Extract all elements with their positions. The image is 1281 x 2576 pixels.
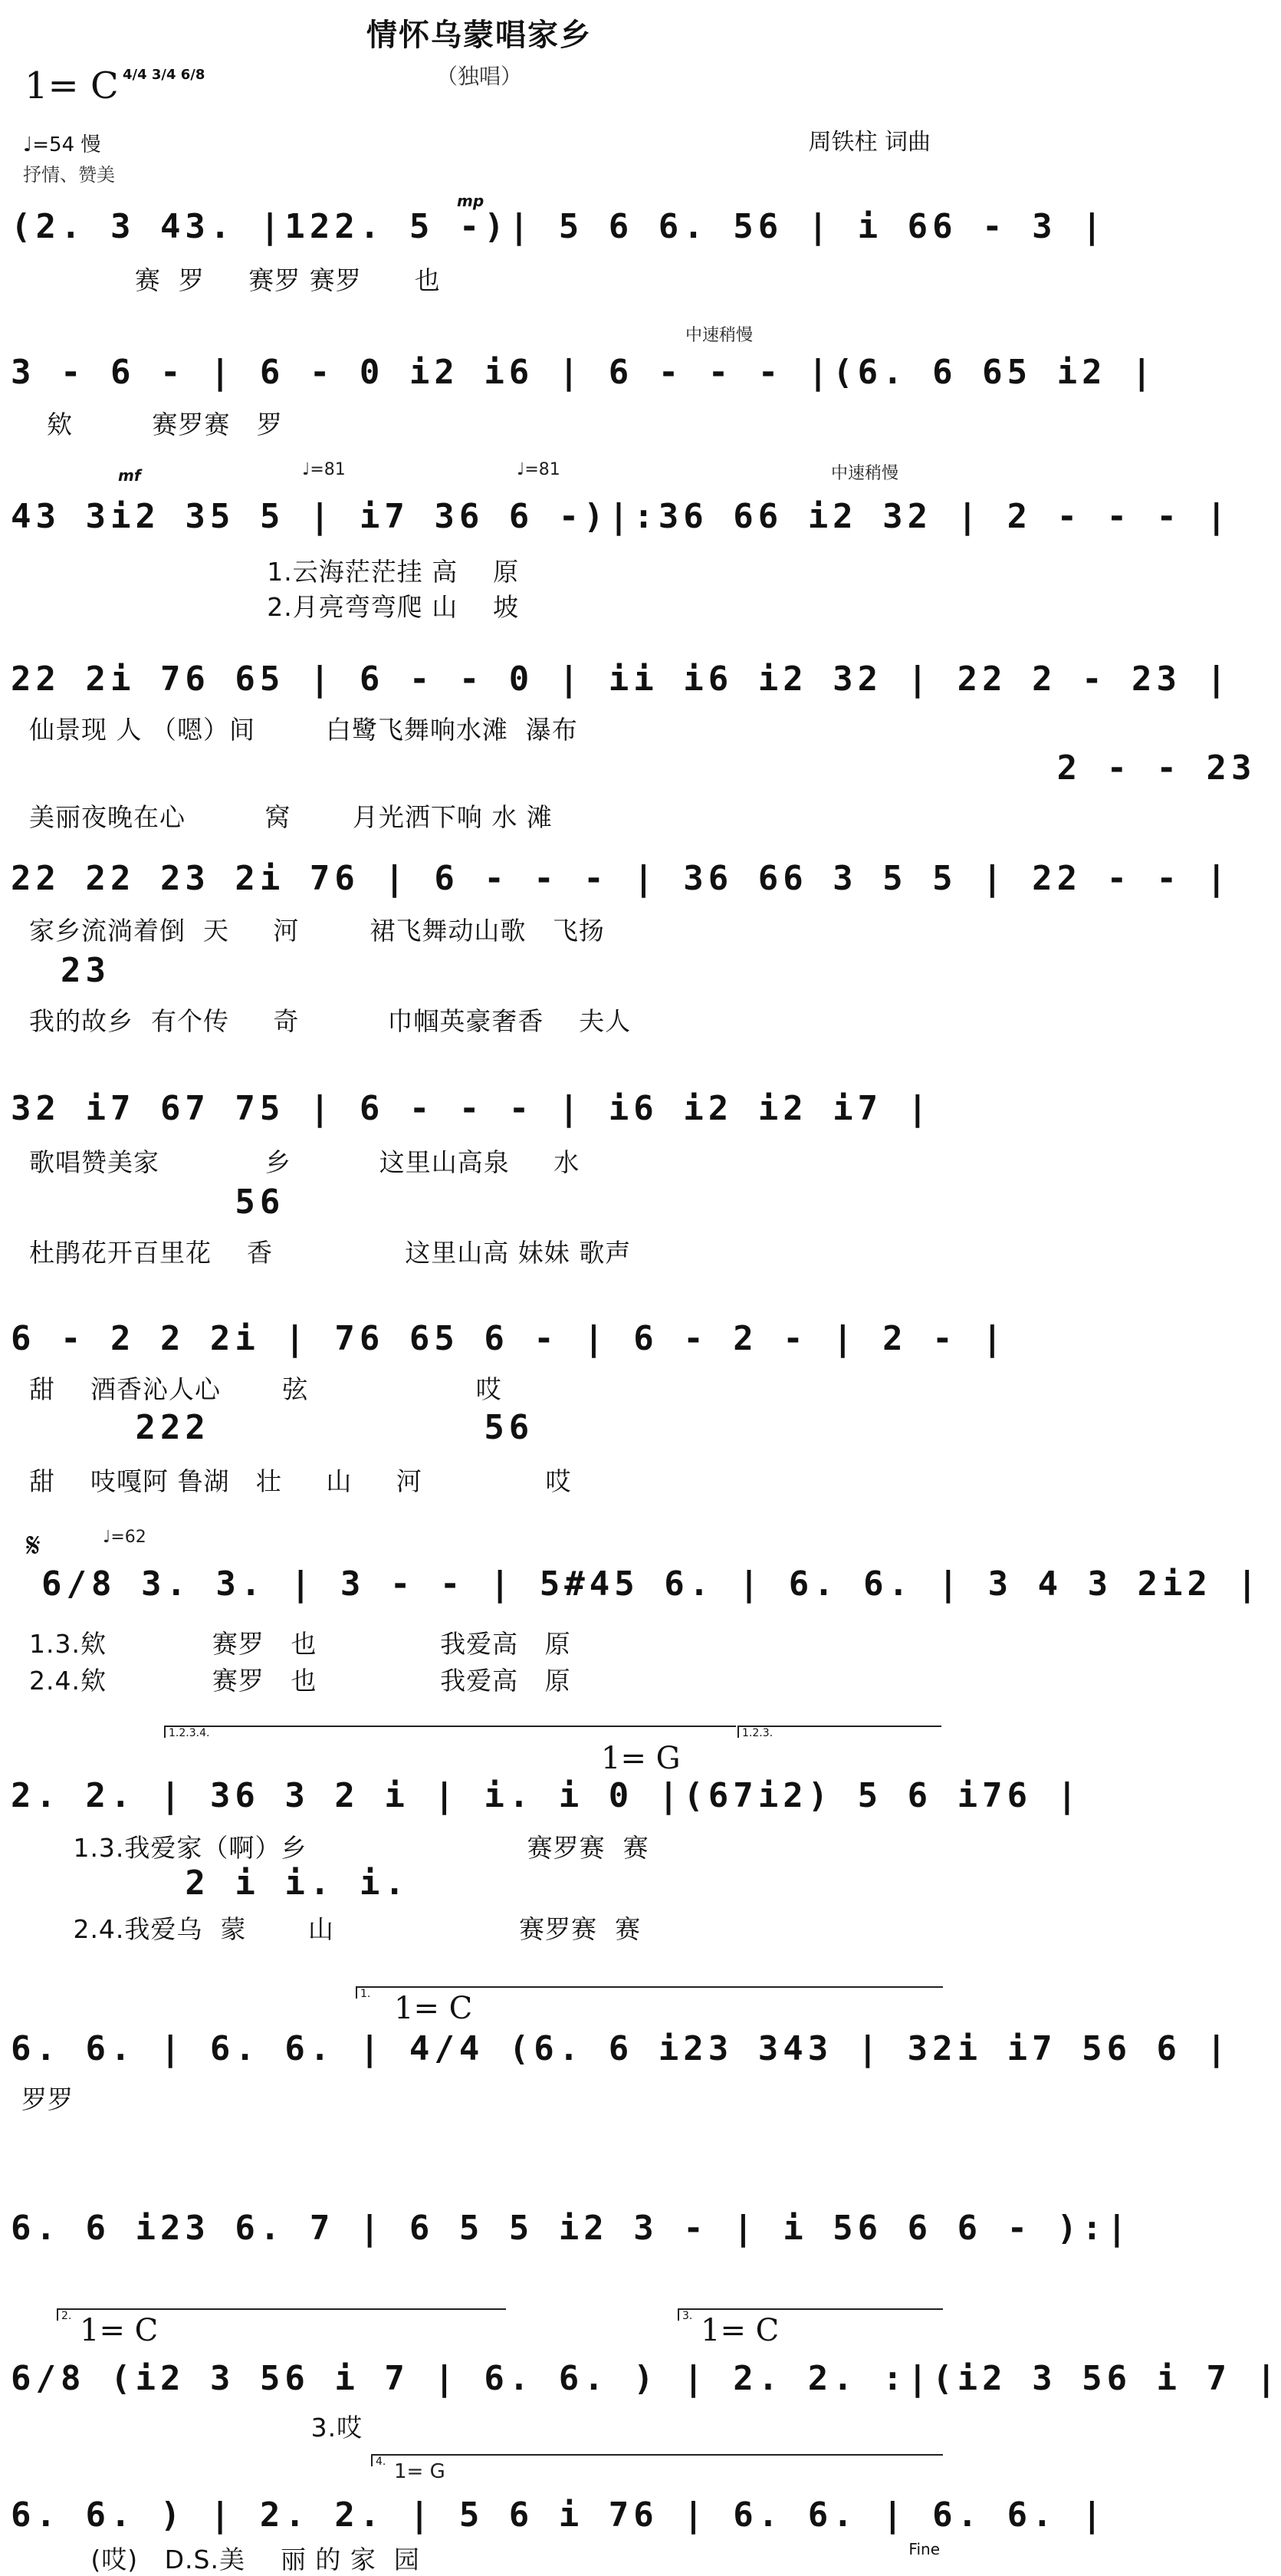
composer-credit: 周铁柱 词曲: [808, 129, 931, 156]
notes-line: 22 2i 76 65 | 6 - - 0 | ii i6 i2 32 | 22 2 - 23 |: [11, 660, 1232, 699]
score-system: [11, 844, 1232, 1066]
notes-line: 6/8 3. 3. | 3 - - | 5#45 6. | 6. 6. | 3 4 3 2i2 |: [41, 1564, 1263, 1604]
notes-line: 2. 2. | 36 3 2 i | i. i 0 |(67i2) 5 6 i76 |: [11, 1776, 1082, 1815]
key-change: 1= G: [394, 2460, 445, 2483]
tempo-change: ♩=62: [103, 1528, 146, 1547]
lyric-line: 1.云海茫茫挂 高 原: [29, 557, 520, 587]
lyric-line: 歌唱赞美家 乡 这里山高泉 水: [29, 1147, 580, 1177]
time-signatures: 4/4 3/4 6/8: [123, 67, 205, 83]
notes-line: 222 56: [11, 1408, 534, 1447]
notes-line: 3 - 6 - | 6 - 0 i2 i6 | 6 - - - |(6. 6 65 i2 |: [11, 353, 1157, 392]
volta-bracket: 4.: [371, 2454, 943, 2466]
lyric-line: 甜 吱嘎阿 鲁湖 壮 山 河 哎: [29, 1466, 572, 1496]
notes-line: 6/8 (i2 3 56 i 7 | 6. 6. ) | 2. 2. :|(i2 3 56 i 7 |: [11, 2359, 1281, 2398]
lyric-line: 欸 赛罗赛 罗: [29, 410, 283, 439]
volta-bracket: 1.: [356, 1986, 943, 1999]
lyric-line: 2.4.欸 赛罗 也 我爱高 原: [29, 1666, 571, 1696]
tempo-change: ♩=81: [517, 460, 560, 479]
lyric-line: 1.3.我爱家（啊）乡 赛罗赛 赛: [29, 1833, 649, 1863]
key-change: 1= C: [394, 1991, 473, 2026]
notes-line: 56: [11, 1183, 285, 1222]
lyric-line: (哎) D.S.美 丽 的 家 园: [29, 2545, 420, 2574]
dynamic-mf: mf: [118, 466, 141, 485]
lyric-line: 杜鹃花开百里花 香 这里山高 妹妹 歌声: [29, 1238, 632, 1268]
score-system: [11, 322, 1157, 439]
score-system: [11, 192, 1107, 307]
notes-line: 23: [11, 951, 110, 990]
score-system: [11, 460, 1232, 637]
dynamic-mp: mp: [457, 192, 484, 210]
notes-line: 2 i i. i.: [11, 1864, 409, 1903]
volta-bracket: 3.: [678, 2308, 943, 2321]
score-system: [11, 1304, 1007, 1518]
lyric-line: 甜 酒香沁人心 弦 哎: [29, 1374, 502, 1404]
notes-line: 6. 6. | 6. 6. | 4/4 (6. 6 i23 343 | 32i i7 56 6 |: [11, 2029, 1232, 2068]
lyric-line: 美丽夜晚在心 窝 月光洒下响 水 滩: [29, 802, 553, 832]
notes-line: 6 - 2 2 2i | 76 65 6 - | 6 - 2 - | 2 - |: [11, 1319, 1007, 1358]
lyric-line: 2.月亮弯弯爬 山 坡: [29, 592, 520, 622]
notes-line: 6. 6. ) | 2. 2. | 5 6 i 76 | 6. 6. | 6. 6. |: [11, 2495, 1107, 2535]
tempo-text: 中速稍慢: [685, 326, 754, 345]
key-change: 1= C: [701, 2313, 780, 2348]
lyric-line: 赛 罗 赛罗 赛罗 也: [29, 265, 441, 295]
score-system: [11, 2308, 1281, 2443]
volta-bracket: 2.: [57, 2308, 506, 2321]
notes-line: 22 22 23 2i 76 | 6 - - - | 36 66 3 5 5 | 22 - - |: [11, 859, 1232, 898]
score-system: [11, 1986, 1232, 2114]
song-title: 情怀乌蒙唱家乡: [366, 18, 592, 53]
key-change: 1= G: [601, 1741, 681, 1776]
notes-line: 43 3i2 35 5 | i7 36 6 -)|:36 66 i2 32 | 2 - - - |: [11, 497, 1232, 536]
lyric-line: 1.3.欸 赛罗 也 我爱高 原: [29, 1629, 571, 1659]
key-signature: 1= C: [25, 64, 119, 107]
lyric-line: 仙景现 人 （嗯）间 白鹭飞舞响水滩 瀑布: [29, 715, 578, 745]
song-subtitle: （独唱）: [435, 64, 522, 89]
volta-bracket: 1.2.3.: [737, 1726, 941, 1738]
notes-line: 2 - - 23: [11, 748, 1256, 788]
tempo-change: ♩=81: [302, 460, 346, 479]
lyric-line: 2.4.我爱乌 蒙 山 赛罗赛 赛: [29, 1914, 642, 1944]
score-system: [11, 1526, 1263, 1710]
tempo-text: 中速稍慢: [831, 464, 899, 483]
tempo-marking: ♩=54 慢: [23, 133, 101, 156]
lyric-line: 罗罗: [21, 2084, 74, 2114]
lyric-line: 家乡流淌着倒 天 河 裙飞舞动山歌 飞扬: [29, 916, 605, 946]
key-change: 1= C: [80, 2313, 159, 2348]
score-system: [11, 644, 1256, 832]
score-system: [11, 1074, 948, 1296]
score-system: [11, 2201, 1132, 2270]
lyric-line: 我的故乡 有个传 奇 巾帼英豪奢香 夫人: [29, 1006, 632, 1036]
lyric-line: 3.哎: [29, 2413, 363, 2443]
score-system: [11, 1726, 1082, 1956]
expression-marking: 抒情、赞美: [23, 164, 115, 186]
notes-line: 32 i7 67 75 | 6 - - - | i6 i2 i2 i7 |: [11, 1089, 933, 1128]
fine-marking: Fine: [908, 2540, 940, 2558]
score-system: [11, 2454, 1107, 2574]
volta-bracket: 1.2.3.4.: [164, 1726, 736, 1738]
notes-line: (2. 3 43. |122. 5 -)| 5 6 6. 56 | i 66 - 3 |: [11, 207, 1107, 246]
notes-line: 6. 6 i23 6. 7 | 6 5 5 i2 3 - | i 56 6 6 - ):|: [11, 2209, 1132, 2248]
segno-sign: 𝄋: [26, 1526, 41, 1565]
